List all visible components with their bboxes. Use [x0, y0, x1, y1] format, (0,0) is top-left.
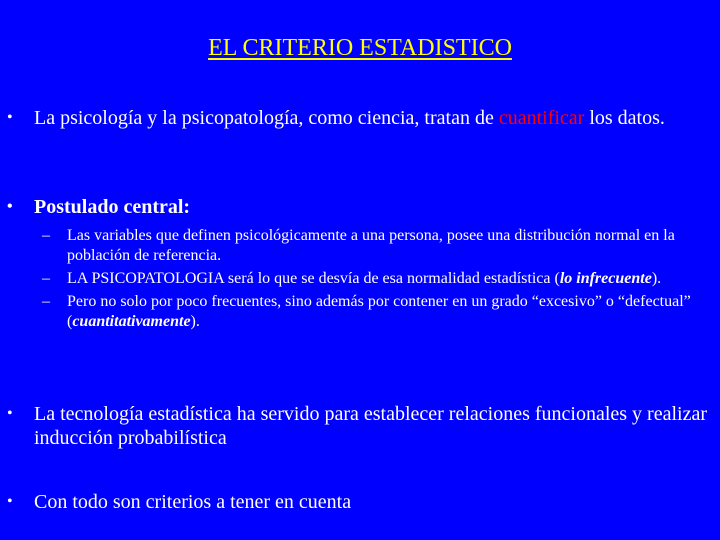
sub-item [42, 226, 712, 266]
bullet-item [7, 490, 707, 514]
emphasis-text: lo infrecuente [559, 270, 652, 287]
sub-item-text: Pero no solo por poco frecuentes, sino además por contener en un grado “excesivo” o “defectual” (cuantitativamente). [67, 293, 691, 330]
emphasis-text: cuantitativamente [72, 313, 191, 330]
dash-icon: – [42, 227, 50, 244]
bullet-text: Postulado central: [34, 196, 191, 218]
bullet-dot-icon: • [7, 405, 13, 422]
slide-title: EL CRITERIO ESTADISTICO [208, 35, 512, 61]
bullet-item [7, 106, 707, 130]
bullet-dot-icon: • [7, 198, 13, 215]
sub-list [42, 226, 712, 335]
sub-item-text: LA PSICOPATOLOGIA será lo que se desvía de esa normalidad estadística (lo infrecuente). [67, 270, 662, 287]
bullet-dot-icon: • [7, 109, 13, 126]
highlight-word: cuantificar [498, 107, 585, 129]
bullet-text: La psicología y la psicopatología, como ciencia, tratan de cuantificar los datos. [34, 107, 665, 129]
bullet-text: La tecnología estadística ha servido para establecer relaciones funcionales y realizar inducción probabilística [34, 403, 707, 449]
bullet-item [7, 195, 707, 219]
sub-item-text: Las variables que definen psicológicamente a una persona, posee una distribución normal en la población de referencia. [67, 227, 675, 264]
dash-icon: – [42, 293, 50, 310]
sub-item [42, 269, 712, 289]
bullet-text: Con todo son criterios a tener en cuenta [34, 491, 352, 513]
dash-icon: – [42, 270, 50, 287]
bullet-item [7, 402, 707, 450]
sub-item [42, 292, 712, 332]
bullet-dot-icon: • [7, 493, 13, 510]
